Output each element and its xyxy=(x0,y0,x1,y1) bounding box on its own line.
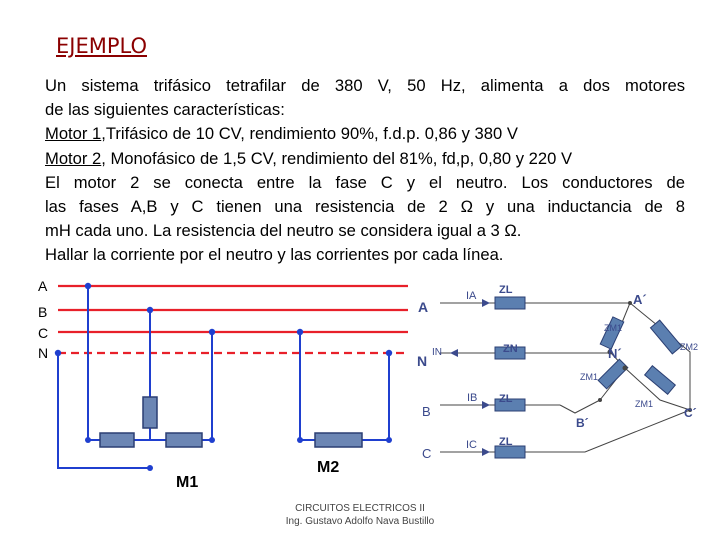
label-zm1-right: ZM1 xyxy=(635,399,653,409)
motor-1-label-diagram: M1 xyxy=(176,474,199,491)
label-current-ia: IA xyxy=(466,290,477,302)
label-line-a: A xyxy=(418,299,429,315)
label-node-a-prime: A´ xyxy=(633,292,647,307)
label-zl-c: ZL xyxy=(499,436,513,448)
bus-label-a: A xyxy=(38,278,48,294)
label-line-b: B xyxy=(422,404,431,419)
label-zm1-top: ZM1 xyxy=(604,323,622,333)
statement-line-7: mH cada uno. La resistencia del neutro se considera igual a 3 Ω. xyxy=(45,221,522,241)
bus-label-c: C xyxy=(38,325,49,341)
statement-line-6: las fases A,B y C tienen una resistencia de 2 Ω y una inductancia de 8 xyxy=(45,197,685,217)
motor-2-text: , Monofásico de 1,5 CV, rendimiento del 81%, fd,p, 0,80 y 220 V xyxy=(101,148,573,168)
zl-box-a xyxy=(495,297,525,309)
footer-course: CIRCUITOS ELECTRICOS II xyxy=(295,503,425,514)
label-zm1-left: ZM1 xyxy=(580,372,598,382)
zm2-box xyxy=(650,320,681,354)
label-line-c: C xyxy=(422,446,432,461)
statement-line-8: Hallar la corriente por el neutro y las corrientes por cada línea. xyxy=(45,245,504,265)
label-current-ic: IC xyxy=(466,439,477,451)
bus-label-n: N xyxy=(38,345,49,361)
motor-1-label: Motor 1 xyxy=(45,124,102,144)
label-zl-b: ZL xyxy=(499,393,513,405)
footer-author: Ing. Gustavo Adolfo Nava Bustillo xyxy=(285,516,435,527)
label-zl-a: ZL xyxy=(499,284,513,296)
label-current-in: IN xyxy=(432,347,442,358)
zm1-box-left xyxy=(598,359,628,389)
motor-2-label-diagram: M2 xyxy=(317,459,340,476)
motor-1-text: ,Trifásico de 10 CV, rendimiento 90%, f.d.p. 0,86 y 380 V xyxy=(101,124,518,144)
statement-line-5: El motor 2 se conecta entre la fase C y el neutro. Los conductores de xyxy=(45,172,685,192)
label-zn: ZN xyxy=(503,343,518,355)
label-zm2: ZM2 xyxy=(680,342,698,352)
label-node-n-prime: N´ xyxy=(608,346,622,361)
statement-line-1: Un sistema trifásico tetrafilar de 380 V, 50 Hz, alimenta a dos motores xyxy=(45,76,685,95)
bus-label-b: B xyxy=(38,304,48,320)
label-current-ib: IB xyxy=(467,392,478,404)
label-node-b-prime: B´ xyxy=(576,416,589,430)
motor-2-label: Motor 2 xyxy=(45,148,102,168)
label-node-c-prime: C´ xyxy=(684,406,697,420)
page-title: EJEMPLO xyxy=(56,34,147,58)
zm1-box-top xyxy=(600,317,624,349)
statement-line-2: de las siguientes características: xyxy=(45,100,285,120)
label-line-n: N xyxy=(417,353,428,369)
